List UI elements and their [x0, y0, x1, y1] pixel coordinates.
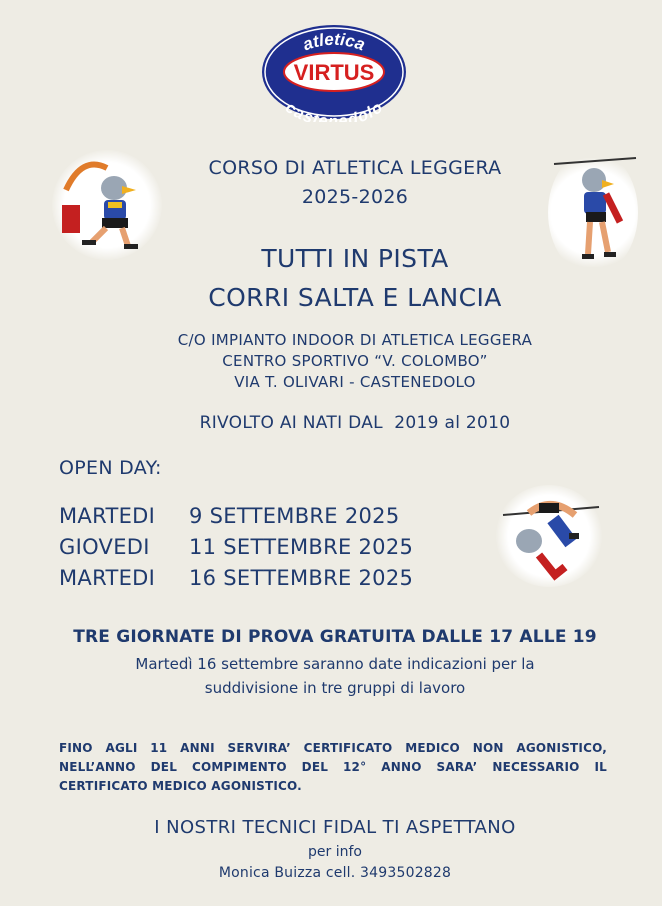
open-day-weekday: MARTEDI — [59, 504, 156, 528]
open-day-weekday: MARTEDI — [59, 566, 156, 590]
free-trial-heading: TRE GIORNATE DI PROVA GRATUITA DALLE 17 ALLE 19 — [73, 627, 597, 647]
logo-bottom-text: castenedolo — [282, 99, 386, 122]
headline — [120, 239, 590, 317]
venue-address — [100, 330, 610, 393]
medical-certificate-notice: FINO AGLI 11 ANNI SERVIRA’ CERTIFICATO MEDICO NON AGONISTICO, NELL’ANNO DEL COMPIMENTO DEL 12° ANNO SARA’ NECESSARIO IL CERTIFICATO MEDICO AGONISTICO. — [59, 741, 607, 793]
virtus-logo — [260, 22, 408, 122]
open-day-date: 16 SETTEMBRE 2025 — [189, 566, 414, 590]
info-label: per info — [308, 844, 362, 860]
open-day-label: OPEN DAY: — [59, 457, 162, 479]
contact-info: Monica Buizza cell. 3493502828 — [218, 865, 452, 881]
trial-note — [60, 652, 610, 700]
trial-note-line-1: Martedì 16 settembre saranno date indicazioni per la — [135, 655, 535, 673]
open-day-date-row — [59, 563, 413, 594]
open-day-date: 9 SETTEMBRE 2025 — [189, 504, 400, 528]
high-jump-mascot-illustration — [495, 485, 603, 587]
venue-line-1: C/O IMPIANTO INDOOR DI ATLETICA LEGGERA — [177, 331, 533, 349]
open-day-date-row — [59, 532, 413, 563]
open-day-dates — [59, 501, 413, 594]
headline-line-2: CORRI SALTA E LANCIA — [208, 283, 502, 312]
headline-line-1: TUTTI IN PISTA — [261, 244, 449, 273]
venue-line-2: CENTRO SPORTIVO “V. COLOMBO” — [222, 352, 488, 370]
logo-top-text: atletica — [300, 29, 368, 55]
venue-line-3: VIA T. OLIVARI - CASTENEDOLO — [234, 373, 476, 391]
trial-note-line-2: suddivisione in tre gruppi di lavoro — [204, 679, 466, 697]
course-season: 2025-2026 — [301, 186, 409, 208]
open-day-date: 11 SETTEMBRE 2025 — [189, 535, 414, 559]
open-day-date-row — [59, 501, 413, 532]
course-title-line: CORSO DI ATLETICA LEGGERA — [208, 157, 502, 179]
course-title — [150, 154, 560, 212]
logo-center-text: VIRTUS — [293, 60, 375, 85]
trainers-message: I NOSTRI TECNICI FIDAL TI ASPETTANO — [154, 817, 516, 838]
open-day-weekday: GIOVEDI — [59, 535, 150, 559]
age-eligibility: RIVOLTO AI NATI DAL 2019 al 2010 — [199, 413, 511, 433]
